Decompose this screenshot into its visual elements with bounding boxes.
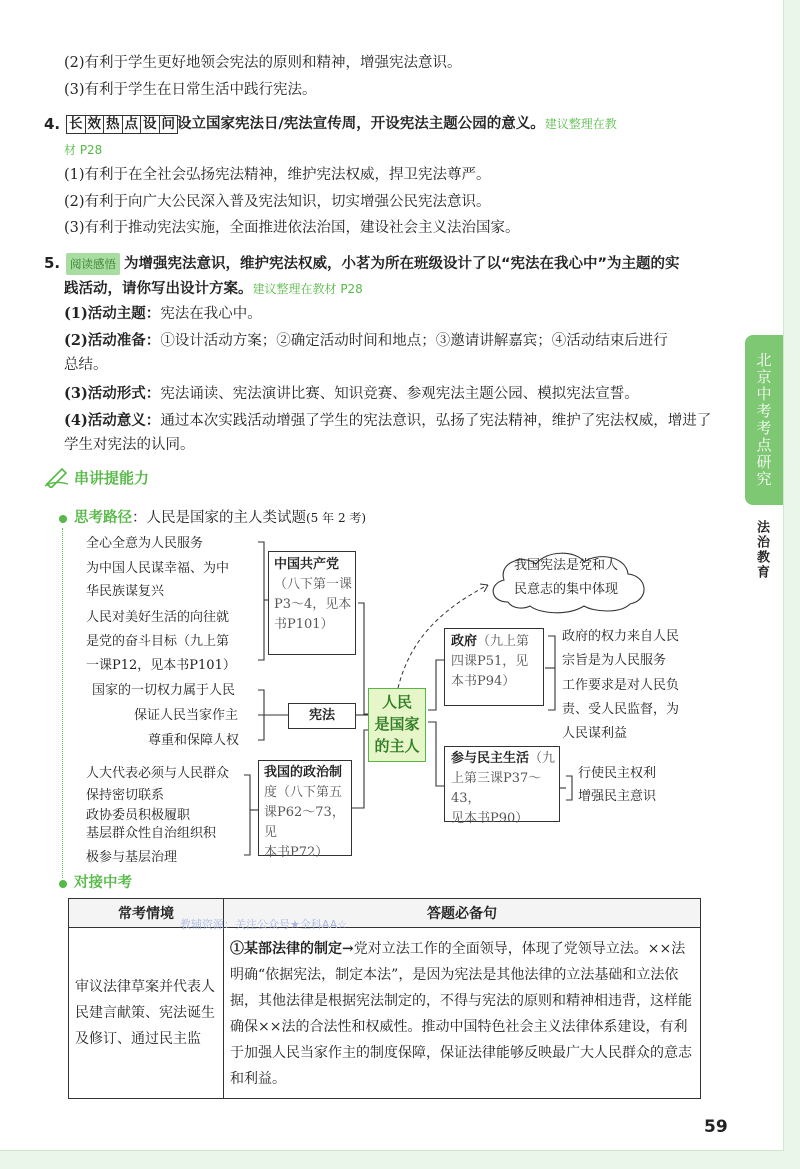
- right-gov-line: 人民谋利益: [562, 726, 628, 741]
- q5-item-text: 宪法在我心中。: [160, 306, 262, 322]
- q4-item-2: (2)有利于向广大公民深入普及宪法知识，切实增强公民宪法意识。: [64, 194, 491, 210]
- table-header: 答题必备句: [224, 899, 701, 928]
- cloud-line: 民意志的集中体现: [514, 582, 619, 597]
- q5-item-label: (3)活动形式：: [64, 385, 161, 402]
- right-life-line: 行使民主权利: [578, 766, 657, 781]
- right-gov-line: 宗旨是为人民服务: [562, 653, 667, 668]
- q4-item-3: (3)有利于推动宪法实施，全面推进依法治国，建设社会主义法治国家。: [64, 220, 520, 236]
- q4-hint-a: 建议整理在教: [544, 117, 617, 131]
- q5-hint: 建议整理在教材 P28: [252, 282, 363, 296]
- left-top-line: 一课P12，见本书P101）: [86, 658, 236, 673]
- left-bottom-line: 人大代表必须与人民群众: [86, 766, 230, 781]
- q4-item-1: (1)有利于在全社会弘扬宪法精神，维护宪法权威，捍卫宪法尊严。: [64, 167, 491, 183]
- government-box-line: 四课P51，见: [451, 654, 529, 669]
- page-number: 59: [704, 1117, 728, 1137]
- q5-item-text: 总结。: [64, 357, 108, 373]
- system-box-title: 我国的政治制: [264, 765, 343, 780]
- q5-item-text: 宪法诵读、宪法演讲比赛、知识竞赛、参观宪法主题公园、模拟宪法宣誓。: [160, 386, 639, 402]
- government-box: [444, 628, 544, 706]
- q5-item-text: 通过本次实践活动增强了学生的宪法意识，弘扬了宪法精神，维护了宪法权威，增进了: [160, 413, 712, 429]
- section-title: 串讲提能力: [74, 469, 150, 487]
- left-top-line: 华民族谋复兴: [86, 584, 165, 599]
- docking-table: [68, 898, 701, 1099]
- side-tab[interactable]: 北京中考考点研究: [745, 335, 783, 505]
- q4-tag: 效: [85, 115, 105, 134]
- right-gov-line: 责、受人民监督，为: [562, 702, 680, 717]
- left-top-line: 人民对美好生活的向往就: [86, 610, 230, 625]
- democratic-life-box-line: 上第三课P37～43，: [451, 771, 542, 806]
- q5-text-a: 为增强宪法意识，维护宪法权威，小茗为所在班级设计了以“宪法在我心中”为主题的实: [124, 256, 680, 272]
- party-box: [268, 551, 356, 655]
- q5-number: 5.: [44, 254, 61, 272]
- q4-tag: 热: [103, 115, 123, 134]
- q4-tag: 长: [66, 115, 86, 134]
- left-bottom-line: 极参与基层治理: [86, 850, 178, 865]
- q5-item-label: (4)活动意义：: [64, 412, 161, 429]
- left-bottom-line: 政协委员积极履职: [86, 808, 191, 823]
- q4-tag: 设: [140, 115, 160, 134]
- q5-badge: 阅读感悟: [66, 253, 120, 275]
- watermark: 教辅资源：关注公众号★全科AA☆: [180, 918, 348, 931]
- center-line: 的主人: [374, 737, 420, 755]
- system-box-line: 度（八下第五: [264, 785, 343, 800]
- party-box-title: 中国共产党: [274, 557, 340, 572]
- q4-hint-b: 材 P28: [64, 143, 103, 157]
- q4-text: 设立国家宪法日/宪法宣传周，开设宪法主题公园的意义。: [177, 116, 545, 132]
- democratic-life-box-line: （九: [529, 751, 556, 766]
- system-box: [258, 760, 352, 860]
- left-top-line: 是党的奋斗目标（九上第: [86, 634, 230, 649]
- answer-text: 党对立法工作的全面领导，体现了党领导立法。××法明确“依据宪法，制定本法”，是因为宪法是其他法律的立法基础和立法依据，其他法律是根据宪法制定的，不得与宪法的原则和精神相违背，这样能确保××法的合法性和权威性。推动中国特色社会主义法律体系建设，有利于加强人民当家作主的制度保障，保证法律能够反映最广大人民群众的意志和利益。: [230, 941, 692, 1087]
- system-box-line: 本书P72）: [264, 845, 329, 860]
- right-gov-line: 政府的权力来自人民: [562, 629, 680, 644]
- top-item-2: (2)有利于学生更好地领会宪法的原则和精神，增强宪法意识。: [64, 55, 462, 71]
- right-life-line: 增强民主意识: [578, 789, 657, 804]
- democratic-life-box: [444, 746, 560, 826]
- docking-title: 对接中考: [74, 875, 132, 891]
- q5-item-text: 学生对宪法的认同。: [64, 437, 195, 453]
- q5-text-b: 践活动，请你写出设计方案。: [64, 281, 253, 297]
- path-note: (5 年 2 考): [306, 511, 367, 525]
- path-text: ：人民是国家的主人类试题: [132, 510, 306, 526]
- center-box: [368, 688, 426, 762]
- situation-cell: 审议法律草案并代表人民建言献策、宪法诞生及修订、通过民主监: [69, 928, 224, 1099]
- q5-item-label: (2)活动准备：: [64, 332, 161, 349]
- q5-item-text: ①设计活动方案；②确定活动时间和地点；③邀请讲解嘉宾；④活动结束后进行: [160, 333, 668, 349]
- left-mid-line: 尊重和保障人权: [148, 733, 240, 748]
- q5-item-label: (1)活动主题：: [64, 305, 161, 322]
- democratic-life-box-title: 参与民主生活: [451, 751, 530, 766]
- left-top-line: 为中国人民谋幸福、为中: [86, 561, 230, 576]
- left-bottom-line: 基层群众性自治组织积: [86, 826, 217, 841]
- party-box-line: P3～4，见本: [274, 597, 352, 612]
- government-box-line: 本书P94）: [451, 674, 516, 689]
- government-box-title: 政府: [451, 634, 478, 649]
- party-box-line: 书P101）: [274, 617, 334, 632]
- side-subtitle: 法治教育: [754, 520, 769, 580]
- answer-cell: [224, 928, 701, 1099]
- q4-tag: 问: [159, 115, 179, 134]
- democratic-life-box-line: 见本书P90）: [451, 811, 529, 826]
- bullet-icon: [58, 879, 68, 889]
- right-gov-line: 工作要求是对人民负: [562, 678, 680, 693]
- constitution-box: 宪法: [288, 703, 356, 729]
- q4-tag: 点: [122, 115, 142, 134]
- left-top-line: 全心全意为人民服务: [86, 536, 204, 551]
- q4-number: 4.: [44, 115, 61, 133]
- top-item-3: (3)有利于学生在日常生活中践行宪法。: [64, 82, 317, 98]
- government-box-line: （九上第: [477, 634, 530, 649]
- system-box-line: 课P62～73，见: [264, 805, 345, 840]
- table-header: 常考情境: [69, 899, 224, 928]
- left-mid-line: 国家的一切权力属于人民: [92, 683, 236, 698]
- left-mid-line: 保证人民当家作主: [134, 708, 239, 723]
- cloud-line: 我国宪法是党和人: [514, 558, 619, 573]
- answer-label: ①某部法律的制定→: [230, 941, 354, 957]
- left-bottom-line: 保持密切联系: [86, 788, 165, 803]
- path-label: 思考路径: [74, 510, 132, 526]
- center-line: 是国家: [374, 715, 420, 733]
- party-box-line: （八下第一课: [274, 577, 353, 592]
- center-line: 人民: [381, 693, 412, 711]
